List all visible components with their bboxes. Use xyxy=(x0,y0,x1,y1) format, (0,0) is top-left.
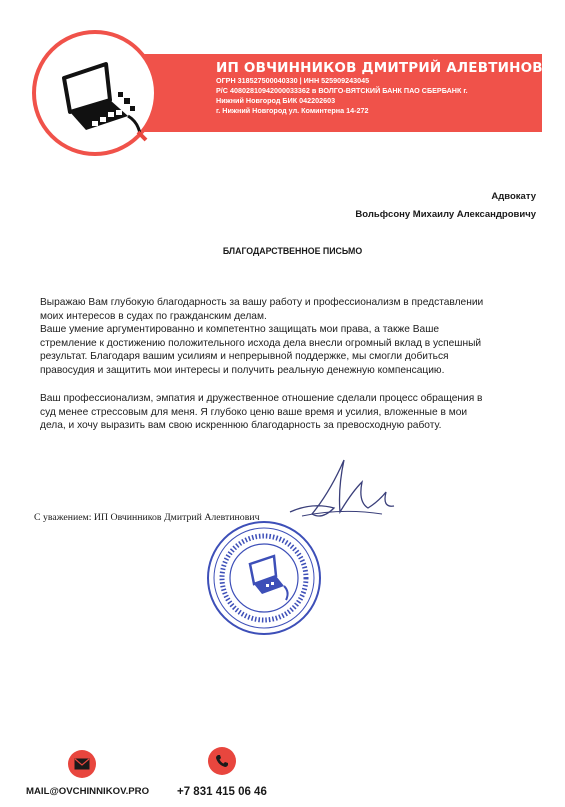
body-line: дела, и хочу выразить вам свою искреннюю благодарность за превосходную работу. xyxy=(40,420,442,432)
body-line: Ваше умение аргументированно и компетентно защищать мои права, а также Ваше xyxy=(40,324,440,336)
addressee-title: Адвокату xyxy=(491,191,536,202)
body-line: стремление к достижению положительного исхода дела внесли огромный вклад в успешный xyxy=(40,337,482,349)
bank-bik-line: Нижний Новгород БИК 042202603 xyxy=(216,96,336,105)
closing-line: С уважением: ИП Овчинников Дмитрий Алевтинович xyxy=(34,512,260,523)
body-line: Выражаю Вам глубокую благодарность за вашу работу и профессионализм в представлении xyxy=(40,297,484,308)
body-paragraph-2 xyxy=(40,392,550,433)
body-line: моих интересов в судах по гражданским делам. xyxy=(40,310,267,322)
registration-line: ОГРН 318527500040330 | ИНН 525909243045 xyxy=(216,76,370,85)
address-line: г. Нижний Новгород ул. Коминтерна 14-272 xyxy=(216,106,369,115)
mail-icon xyxy=(68,750,96,778)
body-line: Ваш профессионализм, эмпатия и дружественное отношение сделали процесс обращения в xyxy=(40,393,483,404)
company-logo xyxy=(32,30,158,156)
letter-title: БЛАГОДАРСТВЕННОЕ ПИСЬМО xyxy=(222,246,363,256)
body-line: результат. Благодаря вашим усилиям и непрерывной поддержке, мы смогли добиться xyxy=(40,351,449,363)
letterhead-text xyxy=(216,58,565,116)
email-link[interactable]: MAIL@OVCHINNIKOV.PRO xyxy=(26,786,150,797)
letterhead-band xyxy=(96,54,565,132)
body-line: суд менее стрессовым для меня. Я глубоко ценю ваше время и усилия, вложенные в мои xyxy=(40,406,468,418)
laptop-icon xyxy=(44,42,148,146)
body-paragraph-1 xyxy=(40,296,550,378)
company-name: ИП ОВЧИННИКОВ ДМИТРИЙ АЛЕВТИНОВИЧ xyxy=(216,60,565,76)
phone-number[interactable]: +7 831 415 06 46 xyxy=(177,786,267,798)
addressee-block xyxy=(355,188,536,224)
phone-icon xyxy=(208,747,236,775)
addressee-name: Вольфсону Михаилу Александровичу xyxy=(355,209,536,220)
bank-account-line: Р/С 40802810942000033362 в ВОЛГО-ВЯТСКИЙ БАНК ПАО СБЕРБАНК г. xyxy=(216,86,468,95)
body-line: правосудия и защитить мои интересы и получить реальную денежную компенсацию. xyxy=(40,364,445,376)
company-stamp xyxy=(204,518,324,638)
